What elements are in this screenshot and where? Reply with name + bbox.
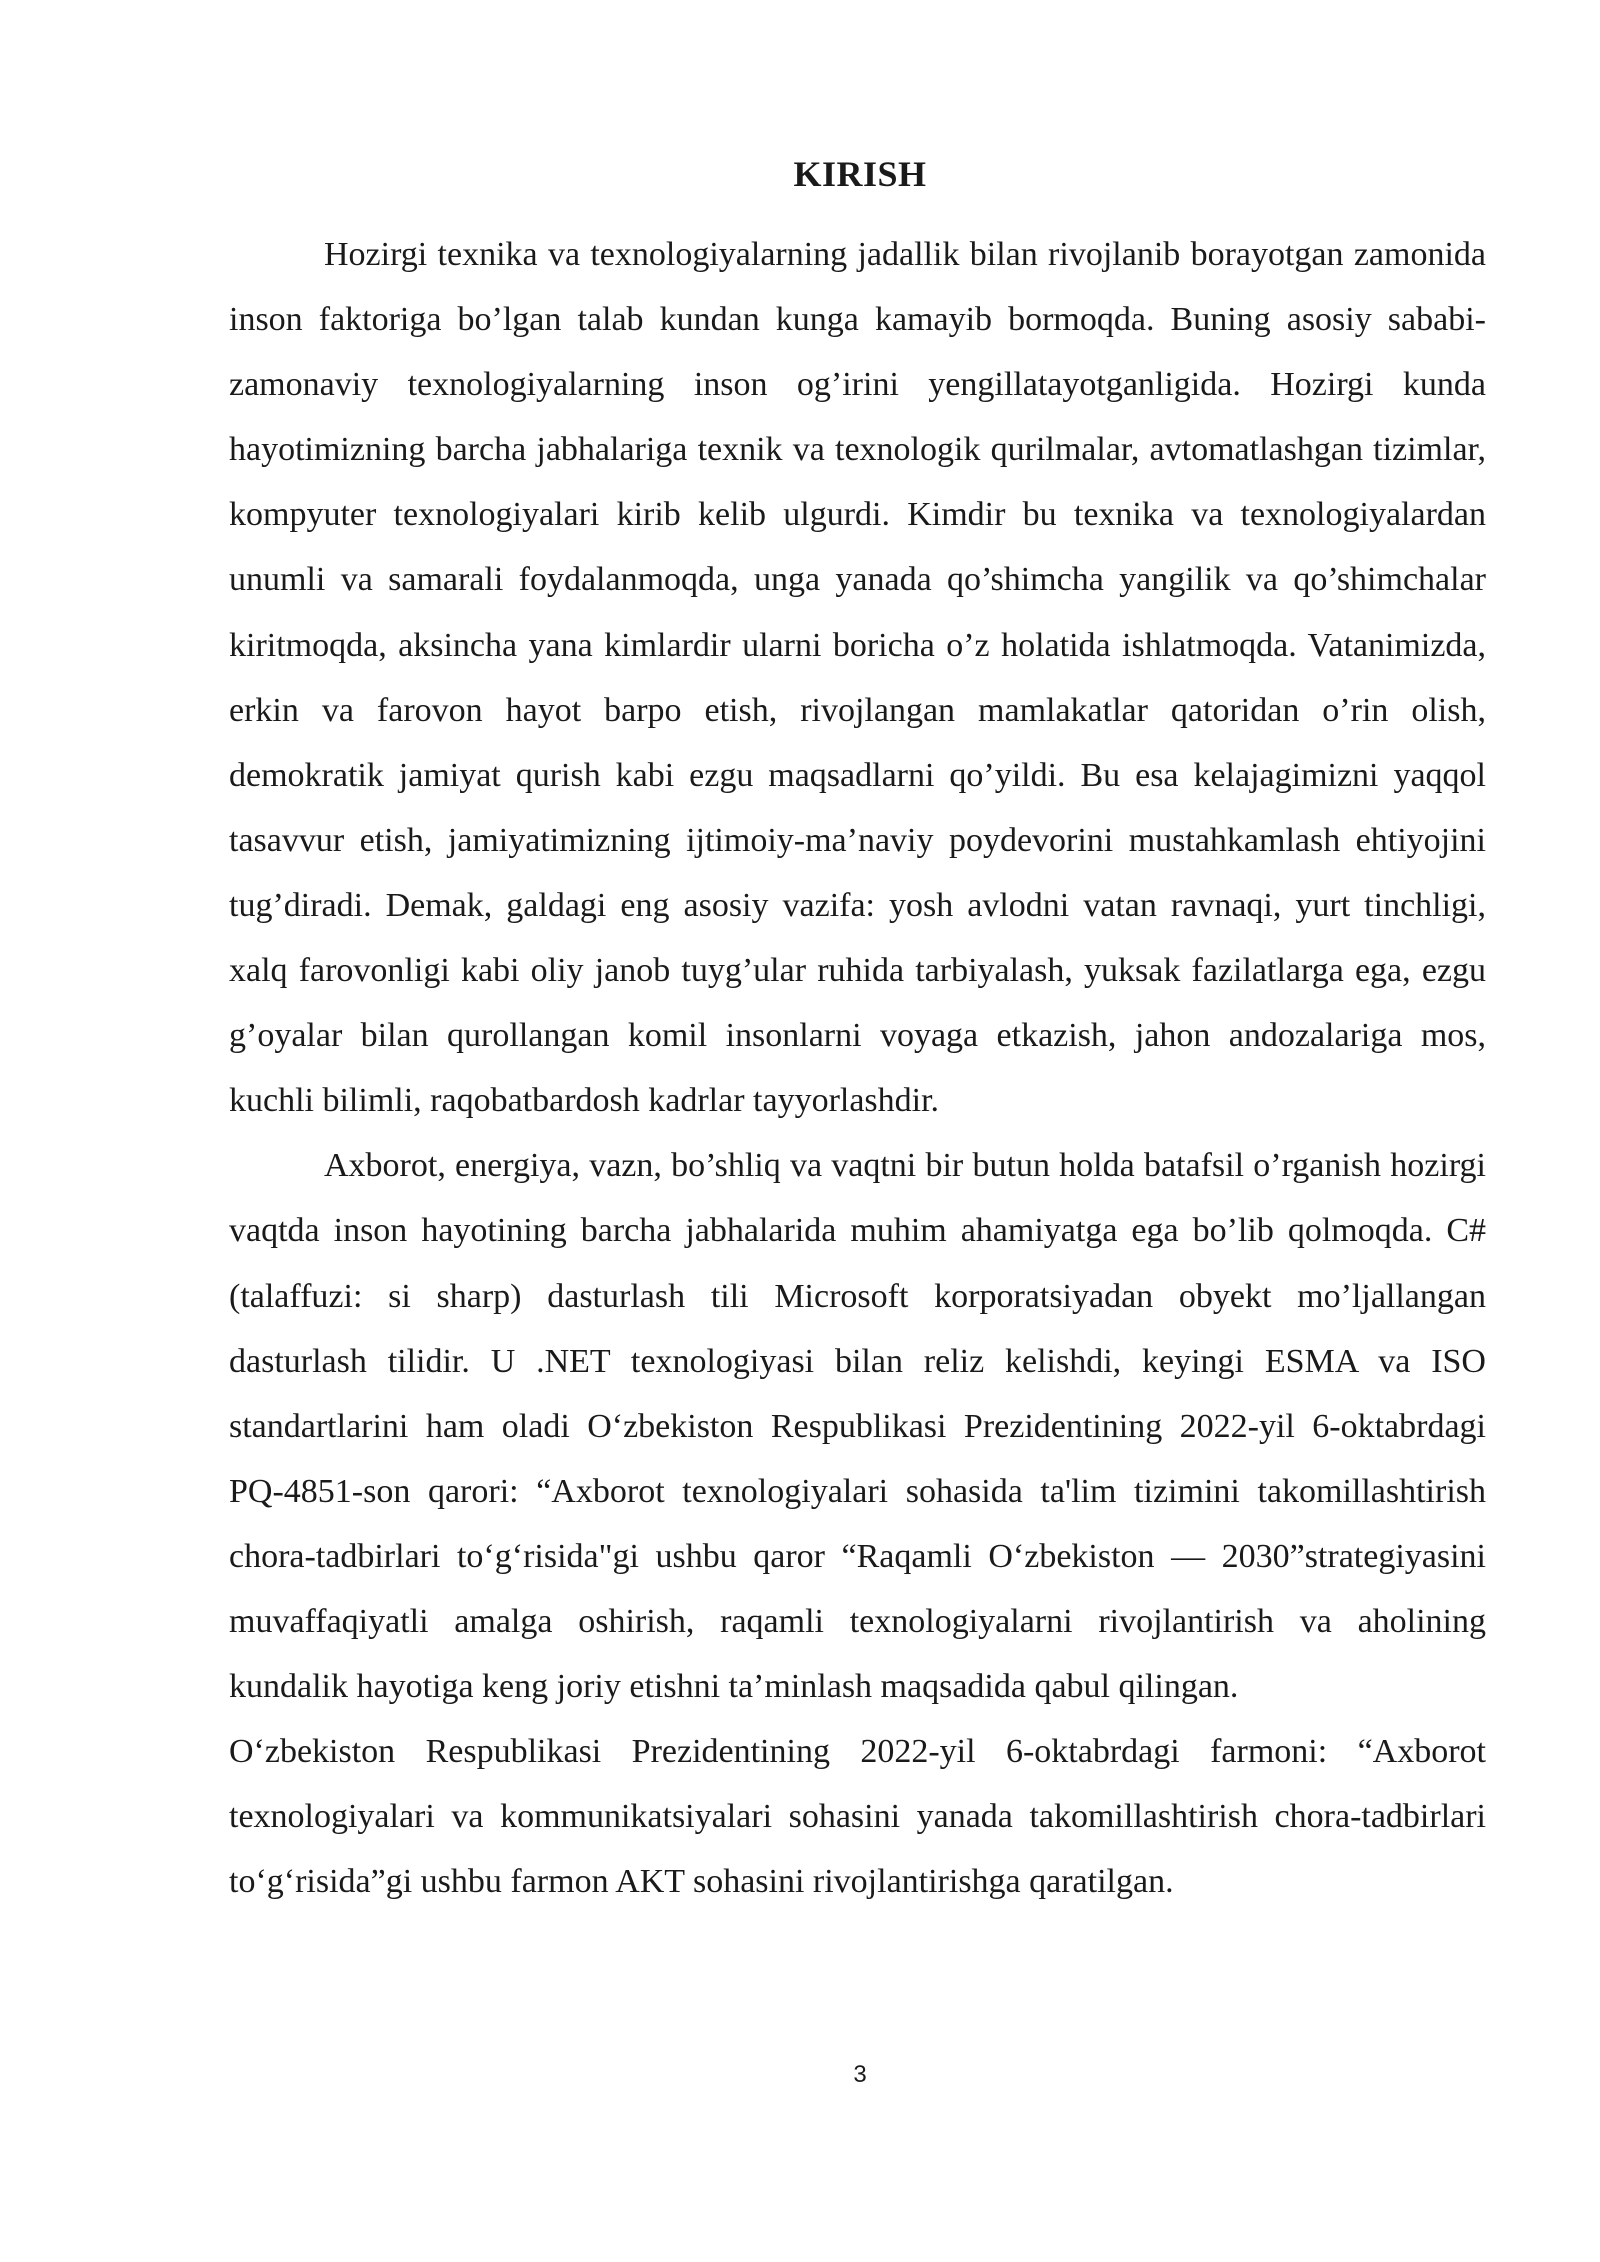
paragraph-information: Axborot, energiya, vazn, bo’shliq va vaqtni bir butun holda batafsil o’rganish hozirgi vaqtda inson hayotining barcha jabhalarida muhim ahamiyatga ega bo’lib qolmoqda. C# (talaffuzi: si sharp) dasturlash tili Microsoft korporatsiyadan obyekt mo’ljallangan dasturlash tilidir. U .NET texnologiyasi bilan reliz kelishdi, keyingi ESMA va ISO standartlarini ham oladi O‘zbekiston Respublikasi Prezidentining 2022-yil 6-oktabrdagi PQ-4851-son qarori: “Axborot texnologiyalari sohasida ta'lim tizimini takomillashtirish chora-tadbirlari to‘g‘risida"gi ushbu qaror “Raqamli O‘zbekiston — 2030”strategiyasini muvaffaqiyatli amalga oshirish, raqamli texnologiyalarni rivojlantirish va aholining kundalik hayotiga keng joriy etishni ta’minlash maqsadida qabul qilingan.: [229, 1147, 1486, 1706]
paragraph-decree: O‘zbekiston Respublikasi Prezidentining 2022-yil 6-oktabrdagi farmoni: “Axborot texnologiyalari va kommunikatsiyalari sohasini yanada takomillashtirish chora-tadbirlari to‘g‘risida”gi ushbu farmon AKT sohasini rivojlantirishga qaratilgan.: [229, 1733, 1486, 1901]
page-number: 3: [853, 2061, 867, 2088]
paragraph-intro: Hozirgi texnika va texnologiyalarning jadallik bilan rivojlanib borayotgan zamonida inson faktoriga bo’lgan talab kundan kunga kamayib bormoqda. Buning asosiy sababi-zamonaviy texnologiyalarning inson og’irini yengillatayotganligida. Hozirgi kunda hayotimizning barcha jabhalariga texnik va texnologik qurilmalar, avtomatlashgan tizimlar, kompyuter texnologiyalari kirib kelib ulgurdi. Kimdir bu texnika va texnologiyalardan unumli va samarali foydalanmoqda, unga yanada qo’shimcha yangilik va qo’shimchalar kiritmoqda, aksincha yana kimlardir ularni boricha o’z holatida ishlatmoqda. Vatanimizda, erkin va farovon hayot barpo etish, rivojlangan mamlakatlar qatoridan o’rin olish, demokratik jamiyat qurish kabi ezgu maqsadlarni qo’yildi. Bu esa kelajagimizni yaqqol tasavvur etish, jamiyatimizning ijtimoiy-ma’naviy poydevorini mustahkamlash ehtiyojini tug’diradi. Demak, galdagi eng asosiy vazifa: yosh avlodni vatan ravnaqi, yurt tinchligi, xalq farovonligi kabi oliy janob tuyg’ular ruhida tarbiyalash, yuksak fazilatlarga ega, ezgu g’oyalar bilan qurollangan komil insonlarni voyaga etkazish, jahon andozalariga mos, kuchli bilimli, raqobatbardosh kadrlar tayyorlashdir.: [229, 236, 1486, 1120]
page-title: KIRISH: [793, 154, 927, 194]
body-text: [229, 222, 1486, 1914]
